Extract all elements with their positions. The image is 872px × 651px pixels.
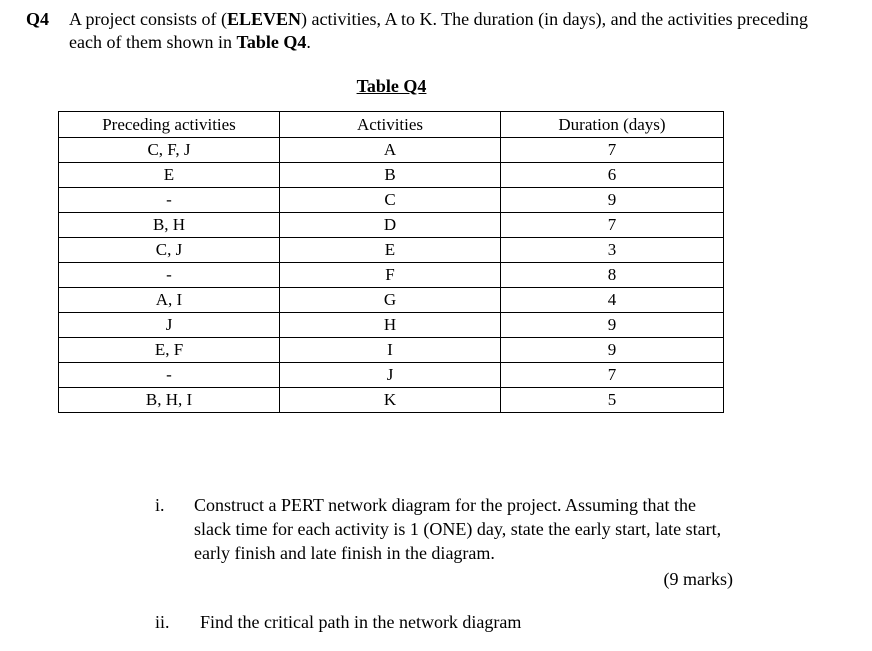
cell-activity: J — [280, 363, 501, 388]
cell-activity: D — [280, 213, 501, 238]
cell-activity: A — [280, 138, 501, 163]
question-text-bold1: ELEVEN — [226, 9, 302, 29]
table-header-row — [59, 112, 724, 138]
cell-duration: 5 — [501, 388, 724, 413]
cell-preceding: E, F — [59, 338, 280, 363]
cell-duration: 7 — [501, 363, 724, 388]
cell-duration: 9 — [501, 338, 724, 363]
table-row — [59, 263, 724, 288]
table-body — [59, 138, 724, 413]
cell-duration: 9 — [501, 313, 724, 338]
cell-preceding: - — [59, 363, 280, 388]
cell-activity: B — [280, 163, 501, 188]
cell-duration: 8 — [501, 263, 724, 288]
question-text-part2: ) activities, A to K. The duration (in days), and the activities preceding each of them shown in — [69, 9, 809, 52]
cell-preceding: C, F, J — [59, 138, 280, 163]
table-row — [59, 238, 724, 263]
table-row — [59, 213, 724, 238]
part-ii-text: Find the critical path in the network diagram — [200, 612, 522, 632]
table-row — [59, 188, 724, 213]
cell-preceding: E — [59, 163, 280, 188]
table-title: Table Q4 — [356, 76, 427, 96]
question-text-part1: A project consists of ( — [69, 9, 227, 29]
cell-duration: 4 — [501, 288, 724, 313]
cell-preceding: - — [59, 188, 280, 213]
cell-activity: K — [280, 388, 501, 413]
cell-activity: I — [280, 338, 501, 363]
cell-activity: F — [280, 263, 501, 288]
table-row — [59, 288, 724, 313]
cell-duration: 6 — [501, 163, 724, 188]
activity-table — [58, 111, 724, 413]
cell-preceding: B, H, I — [59, 388, 280, 413]
header-duration: Duration (days) — [501, 112, 724, 138]
table-row — [59, 388, 724, 413]
table-row — [59, 338, 724, 363]
cell-duration: 9 — [501, 188, 724, 213]
cell-duration: 3 — [501, 238, 724, 263]
table-row — [59, 313, 724, 338]
cell-preceding: C, J — [59, 238, 280, 263]
cell-activity: G — [280, 288, 501, 313]
table-row — [59, 138, 724, 163]
cell-duration: 7 — [501, 213, 724, 238]
header-preceding-activities: Preceding activities — [59, 112, 280, 138]
header-activities: Activities — [280, 112, 501, 138]
cell-preceding: A, I — [59, 288, 280, 313]
table-row — [59, 163, 724, 188]
question-text-bold2: Table Q4 — [236, 32, 307, 52]
question-number: Q4 — [26, 9, 50, 29]
part-i-marks: (9 marks) — [663, 569, 733, 589]
cell-preceding: - — [59, 263, 280, 288]
cell-preceding: J — [59, 313, 280, 338]
cell-preceding: B, H — [59, 213, 280, 238]
table-row — [59, 363, 724, 388]
part-ii-label: ii. — [155, 612, 170, 632]
cell-activity: H — [280, 313, 501, 338]
cell-duration: 7 — [501, 138, 724, 163]
question-text — [69, 8, 829, 54]
question-text-part3: . — [306, 32, 311, 52]
cell-activity: E — [280, 238, 501, 263]
part-i-text: Construct a PERT network diagram for the project. Assuming that the slack time for each activity is 1 (ONE) day, state the early start, late start, early finish and late finish in the diagram. — [194, 495, 722, 563]
part-i-label: i. — [155, 495, 165, 515]
cell-activity: C — [280, 188, 501, 213]
